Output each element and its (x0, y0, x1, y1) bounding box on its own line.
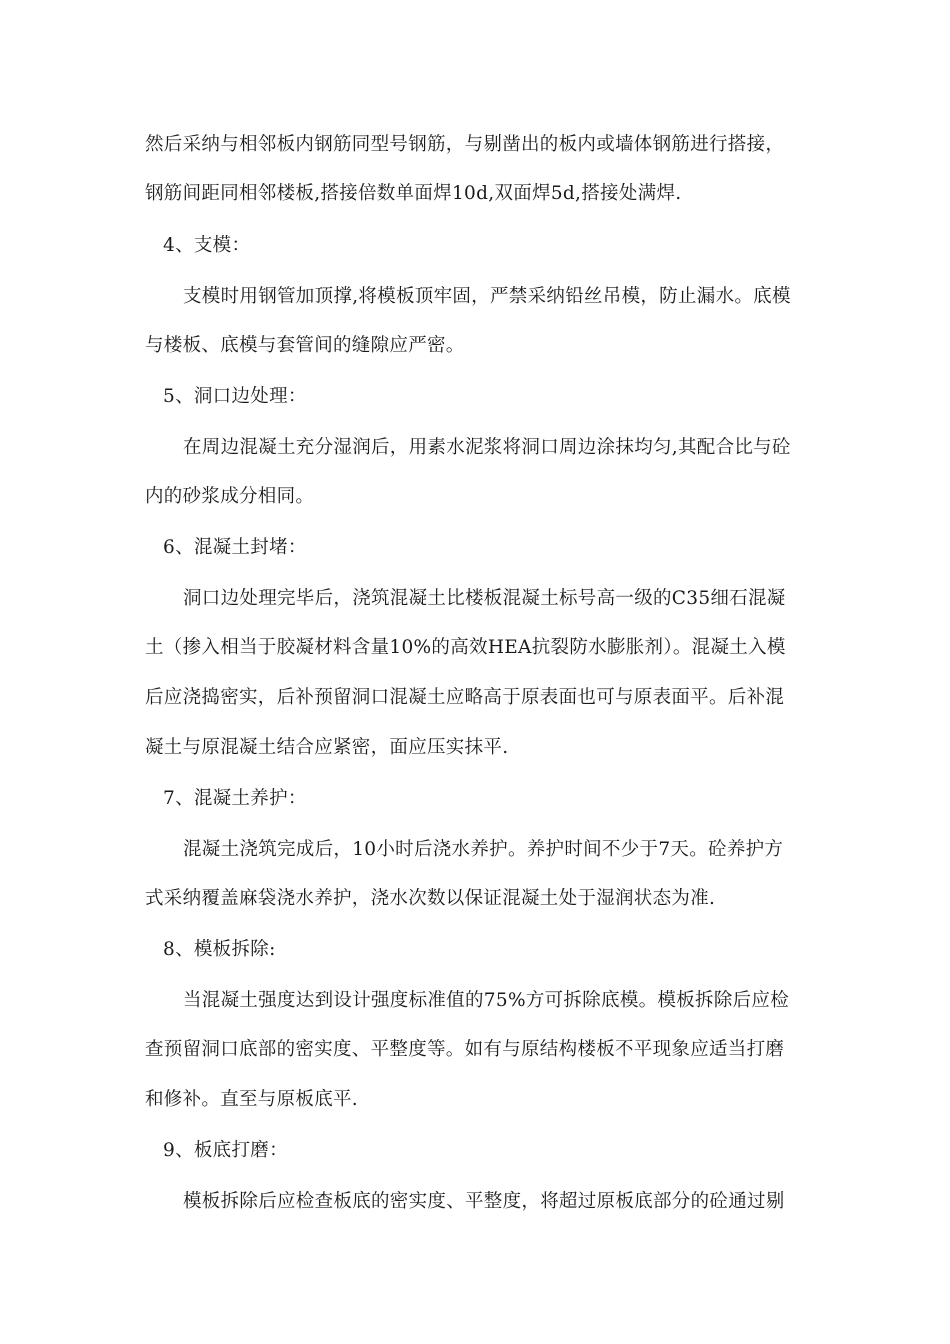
paragraph-line: 然后采纳与相邻板内钢筋同型号钢筋，与剔凿出的板内或墙体钢筋进行搭接， (145, 134, 785, 155)
section-heading-9: 9、板底打磨： (163, 1140, 288, 1161)
paragraph-line: 钢筋间距同相邻楼板,搭接倍数单面焊10d,双面焊5d,搭接处满焊. (145, 183, 682, 204)
paragraph-line: 支模时用钢管加顶撑,将模板顶牢固，严禁采纳铅丝吊模，防止漏水。底模 (183, 286, 791, 307)
paragraph-line: 和修补。直至与原板底平. (145, 1089, 358, 1110)
paragraph-line: 凝土与原混凝土结合应紧密，面应压实抹平. (145, 737, 509, 758)
paragraph-line: 当混凝土强度达到设计强度标准值的75%方可拆除底模。模板拆除后应检 (183, 990, 790, 1011)
section-heading-8: 8、模板拆除: (163, 939, 276, 960)
section-heading-5: 5、洞口边处理： (163, 386, 307, 407)
section-heading-7: 7、混凝土养护： (163, 788, 307, 809)
section-heading-6: 6、混凝土封堵： (163, 537, 307, 558)
paragraph-line: 模板拆除后应检查板底的密实度、平整度，将超过原板底部分的砼通过剔 (183, 1191, 785, 1212)
paragraph-line: 与楼板、底模与套管间的缝隙应严密。 (145, 335, 465, 356)
paragraph-line: 内的砂浆成分相同。 (145, 486, 315, 507)
paragraph-line: 后应浇捣密实，后补预留洞口混凝土应略高于原表面也可与原表面平。后补混 (145, 687, 785, 708)
section-heading-4: 4、支模： (163, 235, 251, 256)
paragraph-line: 式采纳覆盖麻袋浇水养护，浇水次数以保证混凝土处于湿润状态为准. (145, 888, 716, 909)
paragraph-line: 查预留洞口底部的密实度、平整度等。如有与原结构楼板不平现象应适当打磨 (145, 1039, 785, 1060)
paragraph-line: 洞口边处理完毕后，浇筑混凝土比楼板混凝土标号高一级的C35细石混凝 (183, 588, 786, 609)
paragraph-line: 土（掺入相当于胶凝材料含量10%的高效HEA抗裂防水膨胀剂）。混凝土入模 (145, 637, 786, 658)
paragraph-line: 在周边混凝土充分湿润后，用素水泥浆将洞口周边涂抹均匀,其配合比与砼 (183, 437, 791, 458)
paragraph-line: 混凝土浇筑完成后，10小时后浇水养护。养护时间不少于7天。砼养护方 (183, 839, 784, 860)
